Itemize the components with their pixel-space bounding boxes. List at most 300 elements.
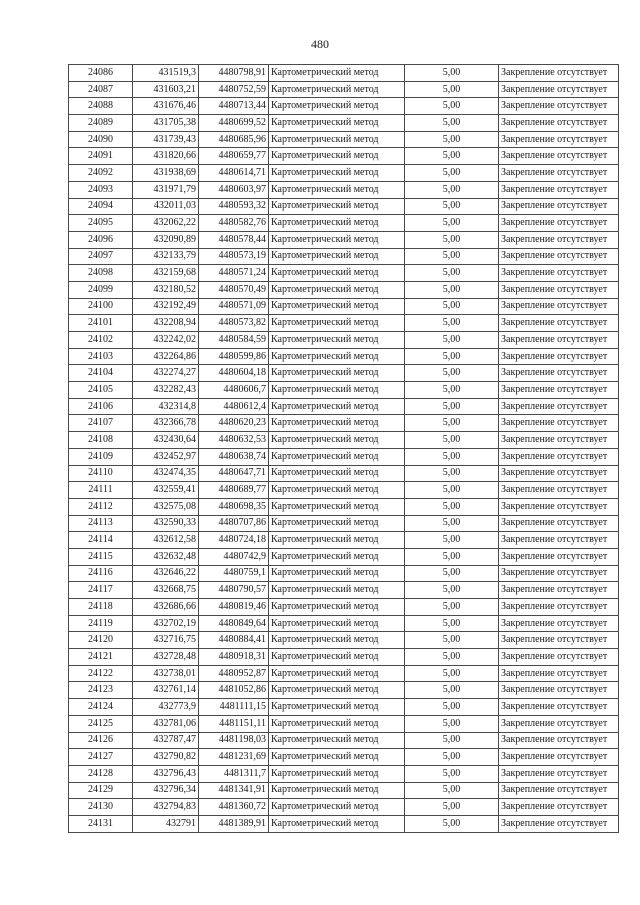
table-row — [69, 599, 619, 616]
accuracy-cell: 5,00 — [405, 415, 499, 432]
y-coordinate-cell: 4480603,97 — [199, 181, 269, 198]
y-coordinate-cell: 4480612,4 — [199, 398, 269, 415]
accuracy-cell: 5,00 — [405, 682, 499, 699]
y-coordinate-cell: 4480573,82 — [199, 315, 269, 332]
accuracy-cell: 5,00 — [405, 565, 499, 582]
point-number-cell: 24124 — [69, 699, 133, 716]
point-number-cell: 24096 — [69, 231, 133, 248]
x-coordinate-cell: 432242,02 — [133, 332, 199, 349]
method-cell: Картометрический метод — [269, 382, 405, 399]
method-cell: Картометрический метод — [269, 298, 405, 315]
method-cell: Картометрический метод — [269, 582, 405, 599]
accuracy-cell: 5,00 — [405, 732, 499, 749]
method-cell: Картометрический метод — [269, 732, 405, 749]
accuracy-cell: 5,00 — [405, 632, 499, 649]
table-row — [69, 799, 619, 816]
method-cell: Картометрический метод — [269, 665, 405, 682]
point-number-cell: 24098 — [69, 265, 133, 282]
x-coordinate-cell: 432794,83 — [133, 799, 199, 816]
accuracy-cell: 5,00 — [405, 465, 499, 482]
point-number-cell: 24125 — [69, 715, 133, 732]
accuracy-cell: 5,00 — [405, 799, 499, 816]
point-number-cell: 24089 — [69, 115, 133, 132]
point-number-cell: 24099 — [69, 281, 133, 298]
point-number-cell: 24113 — [69, 515, 133, 532]
accuracy-cell: 5,00 — [405, 498, 499, 515]
table-row — [69, 632, 619, 649]
fixing-description-cell: Закрепление отсутствует — [499, 398, 619, 415]
method-cell: Картометрический метод — [269, 348, 405, 365]
table-row — [69, 348, 619, 365]
point-number-cell: 24111 — [69, 482, 133, 499]
x-coordinate-cell: 432702,19 — [133, 615, 199, 632]
table-row — [69, 248, 619, 265]
fixing-description-cell: Закрепление отсутствует — [499, 298, 619, 315]
point-number-cell: 24128 — [69, 765, 133, 782]
table-row — [69, 281, 619, 298]
accuracy-cell: 5,00 — [405, 231, 499, 248]
x-coordinate-cell: 432761,14 — [133, 682, 199, 699]
table-row — [69, 682, 619, 699]
x-coordinate-cell: 432646,22 — [133, 565, 199, 582]
method-cell: Картометрический метод — [269, 532, 405, 549]
x-coordinate-cell: 432575,08 — [133, 498, 199, 515]
point-number-cell: 24126 — [69, 732, 133, 749]
x-coordinate-cell: 432787,47 — [133, 732, 199, 749]
fixing-description-cell: Закрепление отсутствует — [499, 649, 619, 666]
accuracy-cell: 5,00 — [405, 348, 499, 365]
method-cell: Картометрический метод — [269, 749, 405, 766]
table-row — [69, 65, 619, 82]
point-number-cell: 24093 — [69, 181, 133, 198]
y-coordinate-cell: 4480759,1 — [199, 565, 269, 582]
table-row — [69, 732, 619, 749]
x-coordinate-cell: 432062,22 — [133, 215, 199, 232]
x-coordinate-cell: 432366,78 — [133, 415, 199, 432]
accuracy-cell: 5,00 — [405, 115, 499, 132]
point-number-cell: 24122 — [69, 665, 133, 682]
method-cell: Картометрический метод — [269, 799, 405, 816]
fixing-description-cell: Закрепление отсутствует — [499, 315, 619, 332]
fixing-description-cell: Закрепление отсутствует — [499, 198, 619, 215]
method-cell: Картометрический метод — [269, 448, 405, 465]
fixing-description-cell: Закрепление отсутствует — [499, 215, 619, 232]
method-cell: Картометрический метод — [269, 498, 405, 515]
table-row — [69, 448, 619, 465]
y-coordinate-cell: 4481311,7 — [199, 765, 269, 782]
table-row — [69, 98, 619, 115]
method-cell: Картометрический метод — [269, 265, 405, 282]
x-coordinate-cell: 432668,75 — [133, 582, 199, 599]
accuracy-cell: 5,00 — [405, 432, 499, 449]
x-coordinate-cell: 432011,03 — [133, 198, 199, 215]
fixing-description-cell: Закрепление отсутствует — [499, 248, 619, 265]
x-coordinate-cell: 432452,97 — [133, 448, 199, 465]
table-row — [69, 415, 619, 432]
fixing-description-cell: Закрепление отсутствует — [499, 682, 619, 699]
accuracy-cell: 5,00 — [405, 515, 499, 532]
table-row — [69, 298, 619, 315]
fixing-description-cell: Закрепление отсутствует — [499, 131, 619, 148]
method-cell: Картометрический метод — [269, 81, 405, 98]
table-row — [69, 515, 619, 532]
fixing-description-cell: Закрепление отсутствует — [499, 165, 619, 182]
y-coordinate-cell: 4480952,87 — [199, 665, 269, 682]
table-row — [69, 532, 619, 549]
y-coordinate-cell: 4480584,59 — [199, 332, 269, 349]
y-coordinate-cell: 4480571,09 — [199, 298, 269, 315]
accuracy-cell: 5,00 — [405, 582, 499, 599]
method-cell: Картометрический метод — [269, 682, 405, 699]
point-number-cell: 24123 — [69, 682, 133, 699]
y-coordinate-cell: 4480578,44 — [199, 231, 269, 248]
accuracy-cell: 5,00 — [405, 65, 499, 82]
table-row — [69, 165, 619, 182]
y-coordinate-cell: 4480604,18 — [199, 365, 269, 382]
x-coordinate-cell: 431519,3 — [133, 65, 199, 82]
coordinates-table — [68, 64, 619, 833]
table-row — [69, 215, 619, 232]
x-coordinate-cell: 432590,33 — [133, 515, 199, 532]
fixing-description-cell: Закрепление отсутствует — [499, 799, 619, 816]
accuracy-cell: 5,00 — [405, 532, 499, 549]
method-cell: Картометрический метод — [269, 332, 405, 349]
x-coordinate-cell: 432632,48 — [133, 548, 199, 565]
x-coordinate-cell: 432612,58 — [133, 532, 199, 549]
accuracy-cell: 5,00 — [405, 365, 499, 382]
point-number-cell: 24109 — [69, 448, 133, 465]
accuracy-cell: 5,00 — [405, 649, 499, 666]
fixing-description-cell: Закрепление отсутствует — [499, 98, 619, 115]
x-coordinate-cell: 431676,46 — [133, 98, 199, 115]
accuracy-cell: 5,00 — [405, 482, 499, 499]
y-coordinate-cell: 4480724,18 — [199, 532, 269, 549]
method-cell: Картометрический метод — [269, 148, 405, 165]
y-coordinate-cell: 4481360,72 — [199, 799, 269, 816]
fixing-description-cell: Закрепление отсутствует — [499, 432, 619, 449]
accuracy-cell: 5,00 — [405, 615, 499, 632]
point-number-cell: 24105 — [69, 382, 133, 399]
method-cell: Картометрический метод — [269, 699, 405, 716]
point-number-cell: 24107 — [69, 415, 133, 432]
accuracy-cell: 5,00 — [405, 265, 499, 282]
y-coordinate-cell: 4481198,03 — [199, 732, 269, 749]
fixing-description-cell: Закрепление отсутствует — [499, 265, 619, 282]
table-row — [69, 582, 619, 599]
y-coordinate-cell: 4480884,41 — [199, 632, 269, 649]
point-number-cell: 24106 — [69, 398, 133, 415]
table-row — [69, 615, 619, 632]
y-coordinate-cell: 4481341,91 — [199, 782, 269, 799]
fixing-description-cell: Закрепление отсутствует — [499, 548, 619, 565]
fixing-description-cell: Закрепление отсутствует — [499, 665, 619, 682]
x-coordinate-cell: 432796,43 — [133, 765, 199, 782]
point-number-cell: 24100 — [69, 298, 133, 315]
y-coordinate-cell: 4480698,35 — [199, 498, 269, 515]
fixing-description-cell: Закрепление отсутствует — [499, 582, 619, 599]
method-cell: Картометрический метод — [269, 782, 405, 799]
point-number-cell: 24115 — [69, 548, 133, 565]
fixing-description-cell: Закрепление отсутствует — [499, 515, 619, 532]
table-row — [69, 665, 619, 682]
x-coordinate-cell: 432314,8 — [133, 398, 199, 415]
point-number-cell: 24117 — [69, 582, 133, 599]
table-row — [69, 315, 619, 332]
y-coordinate-cell: 4480573,19 — [199, 248, 269, 265]
x-coordinate-cell: 432781,06 — [133, 715, 199, 732]
accuracy-cell: 5,00 — [405, 815, 499, 832]
point-number-cell: 24088 — [69, 98, 133, 115]
x-coordinate-cell: 432790,82 — [133, 749, 199, 766]
method-cell: Картометрический метод — [269, 315, 405, 332]
table-row — [69, 749, 619, 766]
method-cell: Картометрический метод — [269, 615, 405, 632]
fixing-description-cell: Закрепление отсутствует — [499, 348, 619, 365]
x-coordinate-cell: 431705,38 — [133, 115, 199, 132]
point-number-cell: 24120 — [69, 632, 133, 649]
x-coordinate-cell: 432208,94 — [133, 315, 199, 332]
accuracy-cell: 5,00 — [405, 148, 499, 165]
table-row — [69, 548, 619, 565]
accuracy-cell: 5,00 — [405, 315, 499, 332]
x-coordinate-cell: 432474,35 — [133, 465, 199, 482]
y-coordinate-cell: 4480918,31 — [199, 649, 269, 666]
point-number-cell: 24095 — [69, 215, 133, 232]
method-cell: Картометрический метод — [269, 465, 405, 482]
table-row — [69, 265, 619, 282]
accuracy-cell: 5,00 — [405, 81, 499, 98]
point-number-cell: 24097 — [69, 248, 133, 265]
table-row — [69, 398, 619, 415]
point-number-cell: 24087 — [69, 81, 133, 98]
y-coordinate-cell: 4481052,86 — [199, 682, 269, 699]
accuracy-cell: 5,00 — [405, 131, 499, 148]
table-row — [69, 231, 619, 248]
fixing-description-cell: Закрепление отсутствует — [499, 765, 619, 782]
y-coordinate-cell: 4480849,64 — [199, 615, 269, 632]
y-coordinate-cell: 4480790,57 — [199, 582, 269, 599]
method-cell: Картометрический метод — [269, 281, 405, 298]
accuracy-cell: 5,00 — [405, 599, 499, 616]
point-number-cell: 24094 — [69, 198, 133, 215]
point-number-cell: 24121 — [69, 649, 133, 666]
method-cell: Картометрический метод — [269, 215, 405, 232]
coordinates-table-body — [69, 65, 619, 833]
table-row — [69, 148, 619, 165]
point-number-cell: 24102 — [69, 332, 133, 349]
x-coordinate-cell: 431603,21 — [133, 81, 199, 98]
fixing-description-cell: Закрепление отсутствует — [499, 715, 619, 732]
method-cell: Картометрический метод — [269, 432, 405, 449]
table-row — [69, 115, 619, 132]
x-coordinate-cell: 431739,43 — [133, 131, 199, 148]
point-number-cell: 24119 — [69, 615, 133, 632]
point-number-cell: 24112 — [69, 498, 133, 515]
x-coordinate-cell: 432773,9 — [133, 699, 199, 716]
fixing-description-cell: Закрепление отсутствует — [499, 332, 619, 349]
accuracy-cell: 5,00 — [405, 198, 499, 215]
fixing-description-cell: Закрепление отсутствует — [499, 599, 619, 616]
x-coordinate-cell: 432090,89 — [133, 231, 199, 248]
accuracy-cell: 5,00 — [405, 665, 499, 682]
fixing-description-cell: Закрепление отсутствует — [499, 231, 619, 248]
method-cell: Картометрический метод — [269, 198, 405, 215]
y-coordinate-cell: 4480647,71 — [199, 465, 269, 482]
x-coordinate-cell: 432738,01 — [133, 665, 199, 682]
x-coordinate-cell: 432430,64 — [133, 432, 199, 449]
fixing-description-cell: Закрепление отсутствует — [499, 465, 619, 482]
accuracy-cell: 5,00 — [405, 749, 499, 766]
table-row — [69, 181, 619, 198]
point-number-cell: 24127 — [69, 749, 133, 766]
method-cell: Картометрический метод — [269, 482, 405, 499]
fixing-description-cell: Закрепление отсутствует — [499, 148, 619, 165]
accuracy-cell: 5,00 — [405, 298, 499, 315]
method-cell: Картометрический метод — [269, 98, 405, 115]
table-row — [69, 765, 619, 782]
accuracy-cell: 5,00 — [405, 248, 499, 265]
y-coordinate-cell: 4480570,49 — [199, 281, 269, 298]
y-coordinate-cell: 4480707,86 — [199, 515, 269, 532]
x-coordinate-cell: 431938,69 — [133, 165, 199, 182]
method-cell: Картометрический метод — [269, 548, 405, 565]
fixing-description-cell: Закрепление отсутствует — [499, 81, 619, 98]
point-number-cell: 24092 — [69, 165, 133, 182]
y-coordinate-cell: 4480689,77 — [199, 482, 269, 499]
method-cell: Картометрический метод — [269, 515, 405, 532]
accuracy-cell: 5,00 — [405, 699, 499, 716]
y-coordinate-cell: 4480582,76 — [199, 215, 269, 232]
y-coordinate-cell: 4480614,71 — [199, 165, 269, 182]
table-row — [69, 699, 619, 716]
x-coordinate-cell: 432192,49 — [133, 298, 199, 315]
fixing-description-cell: Закрепление отсутствует — [499, 732, 619, 749]
accuracy-cell: 5,00 — [405, 782, 499, 799]
method-cell: Картометрический метод — [269, 248, 405, 265]
table-row — [69, 365, 619, 382]
table-row — [69, 565, 619, 582]
method-cell: Картометрический метод — [269, 65, 405, 82]
fixing-description-cell: Закрепление отсутствует — [499, 615, 619, 632]
fixing-description-cell: Закрепление отсутствует — [499, 382, 619, 399]
y-coordinate-cell: 4480593,32 — [199, 198, 269, 215]
point-number-cell: 24118 — [69, 599, 133, 616]
x-coordinate-cell: 431971,79 — [133, 181, 199, 198]
fixing-description-cell: Закрепление отсутствует — [499, 65, 619, 82]
method-cell: Картометрический метод — [269, 632, 405, 649]
y-coordinate-cell: 4480819,46 — [199, 599, 269, 616]
method-cell: Картометрический метод — [269, 815, 405, 832]
fixing-description-cell: Закрепление отсутствует — [499, 532, 619, 549]
fixing-description-cell: Закрепление отсутствует — [499, 699, 619, 716]
point-number-cell: 24131 — [69, 815, 133, 832]
point-number-cell: 24110 — [69, 465, 133, 482]
method-cell: Картометрический метод — [269, 765, 405, 782]
fixing-description-cell: Закрепление отсутствует — [499, 498, 619, 515]
fixing-description-cell: Закрепление отсутствует — [499, 749, 619, 766]
fixing-description-cell: Закрепление отсутствует — [499, 365, 619, 382]
table-row — [69, 715, 619, 732]
table-row — [69, 198, 619, 215]
y-coordinate-cell: 4481231,69 — [199, 749, 269, 766]
point-number-cell: 24114 — [69, 532, 133, 549]
method-cell: Картометрический метод — [269, 398, 405, 415]
point-number-cell: 24104 — [69, 365, 133, 382]
point-number-cell: 24086 — [69, 65, 133, 82]
y-coordinate-cell: 4480742,9 — [199, 548, 269, 565]
accuracy-cell: 5,00 — [405, 332, 499, 349]
y-coordinate-cell: 4480620,23 — [199, 415, 269, 432]
x-coordinate-cell: 432559,41 — [133, 482, 199, 499]
point-number-cell: 24108 — [69, 432, 133, 449]
point-number-cell: 24130 — [69, 799, 133, 816]
fixing-description-cell: Закрепление отсутствует — [499, 632, 619, 649]
method-cell: Картометрический метод — [269, 649, 405, 666]
table-row — [69, 782, 619, 799]
table-row — [69, 649, 619, 666]
point-number-cell: 24116 — [69, 565, 133, 582]
accuracy-cell: 5,00 — [405, 765, 499, 782]
y-coordinate-cell: 4480713,44 — [199, 98, 269, 115]
method-cell: Картометрический метод — [269, 165, 405, 182]
y-coordinate-cell: 4481389,91 — [199, 815, 269, 832]
x-coordinate-cell: 432282,43 — [133, 382, 199, 399]
method-cell: Картометрический метод — [269, 415, 405, 432]
y-coordinate-cell: 4480599,86 — [199, 348, 269, 365]
method-cell: Картометрический метод — [269, 231, 405, 248]
y-coordinate-cell: 4480638,74 — [199, 448, 269, 465]
method-cell: Картометрический метод — [269, 115, 405, 132]
x-coordinate-cell: 432274,27 — [133, 365, 199, 382]
point-number-cell: 24090 — [69, 131, 133, 148]
point-number-cell: 24103 — [69, 348, 133, 365]
page-number: 480 — [311, 37, 329, 51]
table-row — [69, 465, 619, 482]
accuracy-cell: 5,00 — [405, 98, 499, 115]
y-coordinate-cell: 4480606,7 — [199, 382, 269, 399]
x-coordinate-cell: 432716,75 — [133, 632, 199, 649]
fixing-description-cell: Закрепление отсутствует — [499, 815, 619, 832]
y-coordinate-cell: 4480659,77 — [199, 148, 269, 165]
table-row — [69, 382, 619, 399]
accuracy-cell: 5,00 — [405, 398, 499, 415]
method-cell: Картометрический метод — [269, 715, 405, 732]
accuracy-cell: 5,00 — [405, 181, 499, 198]
accuracy-cell: 5,00 — [405, 548, 499, 565]
table-row — [69, 498, 619, 515]
fixing-description-cell: Закрепление отсутствует — [499, 448, 619, 465]
y-coordinate-cell: 4480699,52 — [199, 115, 269, 132]
x-coordinate-cell: 432133,79 — [133, 248, 199, 265]
method-cell: Картометрический метод — [269, 365, 405, 382]
y-coordinate-cell: 4481151,11 — [199, 715, 269, 732]
table-row — [69, 432, 619, 449]
point-number-cell: 24101 — [69, 315, 133, 332]
method-cell: Картометрический метод — [269, 181, 405, 198]
y-coordinate-cell: 4481111,15 — [199, 699, 269, 716]
fixing-description-cell: Закрепление отсутствует — [499, 115, 619, 132]
fixing-description-cell: Закрепление отсутствует — [499, 281, 619, 298]
y-coordinate-cell: 4480798,91 — [199, 65, 269, 82]
y-coordinate-cell: 4480632,53 — [199, 432, 269, 449]
x-coordinate-cell: 431820,66 — [133, 148, 199, 165]
y-coordinate-cell: 4480571,24 — [199, 265, 269, 282]
fixing-description-cell: Закрепление отсутствует — [499, 482, 619, 499]
x-coordinate-cell: 432728,48 — [133, 649, 199, 666]
accuracy-cell: 5,00 — [405, 215, 499, 232]
fixing-description-cell: Закрепление отсутствует — [499, 782, 619, 799]
table-row — [69, 131, 619, 148]
